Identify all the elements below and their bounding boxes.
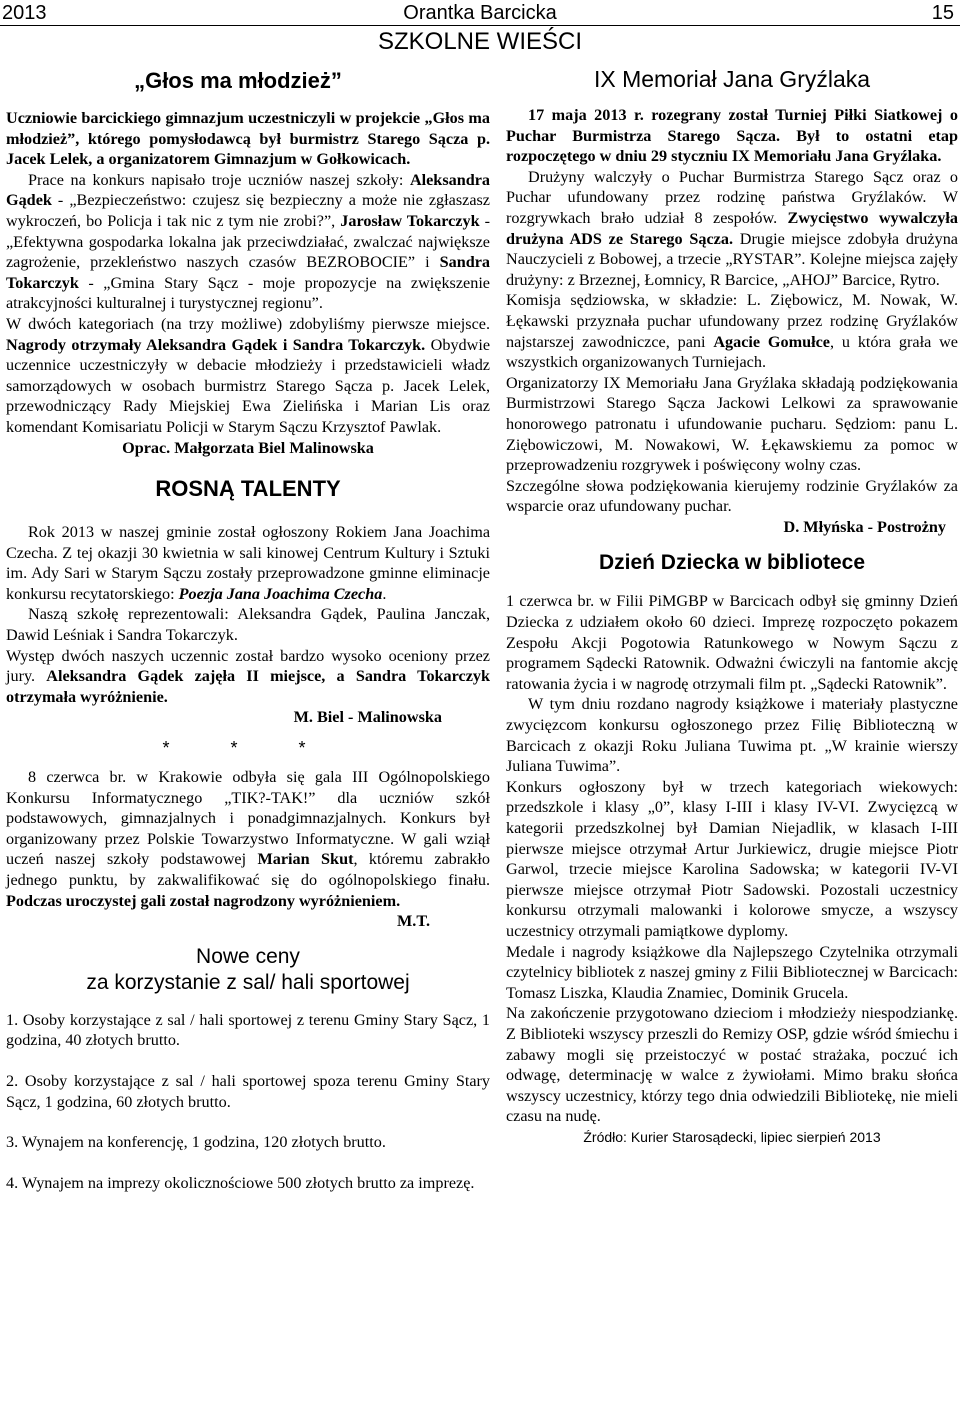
tik-signature: M.T. xyxy=(397,912,430,931)
memorial-p3: Komisja sędziowska, w składzie: L. Ziębowicz, M. Nowak, W. Łękawski przyznała puchar ufundowany przez rodzinę Gryźlaków najstarszej zawodniczce, pani Agacie Gomułce, u która grała we wszystkich organizowanych Turniejach. xyxy=(506,291,958,372)
price-item-2: 2. Osoby korzystające z sal / hali sportowej spoza terenu Gminy Stary Sącz, 1 godzina, 60 złotych brutto. xyxy=(6,1071,490,1111)
talenty-p3: Występ dwóch naszych uczennic został bardzo wysoko oceniony przez jury. Aleksandra Gądek zajęła II miejsce, a Sandra Tokarczyk otrzymała wyróżnienie. xyxy=(6,646,490,706)
header-magazine: Orantka Barcicka xyxy=(403,2,557,24)
article-title-talenty: ROSNĄ TALENTY xyxy=(155,476,341,502)
memorial-p2: Drużyny walczyły o Puchar Burmistrza Starego Sącz oraz o Puchar ufundowany przez rodzinę państwa Gryźlaków. W rozgrywkach brało udział 8 zespołów. Zwycięstwo wywalczyła drużyna ADS ze Starego Sącza. Drugie miejsce zdobyła drużyna Nauczycieli z Bobowej, a trzecie „RYSTAR”. Kolejne miejsca zajęły drużyny: z Brzeznej, Łomnicy, R Barcice, „AHOJ” Barcice, Rytro. xyxy=(506,167,958,289)
dzien-p2: W tym dniu rozdano nagrody książkowe i materiały plastyczne zwycięzcom konkursu ogłoszonego przez Filię Biblioteczną w Barcicach z okazji Roku Juliana Tuwima pt. „W krainie wierszy Juliana Tuwima”. xyxy=(506,695,958,776)
right-column xyxy=(506,60,958,1148)
dzien-p3: Konkurs ogłoszony był w trzech kategoriach wiekowych: przedszkole i klasy „0”, klasy I-III i klasy IV-VI. Zwycięzcą w kategorii przedszkolnej był Damian Niejadlik, w klasach I-III pierwsze miejsce otrzymał Artur Jurkiewicz, drugie miejsce Piotr Garwol, trzecie miejsce Karolina Sadowska; w kategorii IV-VI pierwsze miejsce otrzymał Piotr Sadowski. Pozostali uczestnicy konkursu otrzymali malowanki i kolorowe smycze, a wszyscy uczestnicy otrzymali pamiątkowe dyplomy. xyxy=(506,777,958,940)
memorial-p4: Organizatorzy IX Memoriału Jana Gryźlaka składają podziękowania Burmistrzowi Starego Sącza Jackowi Lelkowi za sprawowanie honorowego patronatu i ufundowanie pucharu. Sędziom: panu L. Ziębowiczowi, M. Nowakowi, W. Łękawskiemu za pomoc w przeprowadzeniu rozgrywek i poświęcony wolny czas. xyxy=(506,373,958,475)
article-title-ceny-1: Nowe ceny xyxy=(196,944,300,968)
source-note: Źródło: Kurier Starosądecki, lipiec sierpień 2013 xyxy=(583,1128,881,1145)
left-column xyxy=(6,60,490,1193)
glos-intro: Uczniowie barcickiego gimnazjum uczestniczyli w projekcie „Głos ma młodzież”, którego pomysłodawcą był burmistrz Starego Sącza p. Jacek Lelek, a organizatorem Gimnazjum w Gołkowicach. xyxy=(6,109,490,169)
glos-signature: Oprac. Małgorzata Biel Malinowska xyxy=(122,438,374,457)
talenty-p2: Naszą szkołę reprezentowali: Aleksandra Gądek, Paulina Janczak, Dawid Leśniak i Sandra Tokarczyk. xyxy=(6,605,490,645)
glos-entries: Prace na konkurs napisało troje uczniów naszej szkoły: Aleksandra Gądek - „Bezpieczeństwo: czujesz się bezpieczny a może nie zgłaszasz wykroczeń, bo Policja i tak nic z tym nie zrobi?”, Jarosław Tokarczyk - „Efektywna gospodarka lokalna jak przeciwdziałać, zwalczać największe zagrożenie, przekleństwo naszych czasów BEZROBOCIE” i Sandra Tokarczyk - „Gmina Stary Sącz - moje propozycje na zwiększenie atrakcyjności kulturalnej i turystycznej regionu”. xyxy=(6,170,491,313)
talenty-signature: M. Biel - Malinowska xyxy=(293,708,442,727)
dzien-p1: 1 czerwca br. w Filii PiMGBP w Barcicach odbył się gminny Dzień Dziecka z udziałem około 60 dzieci. Imprezę rozpoczęto pokazem Zespołu Akcji Pogotowia Ratunkowego w Nowym Sączu z programem Sądecki Ratownik. Odważni ćwiczyli na fantomie akcję ratowania życia i w nagrodę otrzymali film pt. „Sądecki Ratownik”. xyxy=(506,592,958,693)
section-title: SZKOLNE WIEŚCI xyxy=(377,28,583,55)
memorial-signature: D. Młyńska - Postrożny xyxy=(783,517,946,536)
memorial-p1: 17 maja 2013 r. rozegrany został Turniej Piłki Siatkowej o Puchar Burmistrza Starego Sącza. Był to ostatni etap rozpoczętego w dniu 29 styczniu IX Memoriału Jana Gryźlaka. xyxy=(506,106,958,166)
page-header xyxy=(0,0,960,27)
dzien-p4: Medale i nagrody książkowe dla Najlepszego Czytelnika otrzymali czytelnicy bibliotek z naszej gminy z Filii Bibliotecznej w Barcicach: Tomasz Liszka, Klaudia Znamiec, Dominik Grucela. xyxy=(506,942,958,1002)
header-page-number: 15 xyxy=(931,2,954,24)
memorial-p5: Szczególne słowa podziękowania kierujemy rodzinie Gryźlaków za wsparcie oraz ufundowany puchar. xyxy=(506,476,958,516)
talenty-p1: Rok 2013 w naszej gminie został ogłoszony Rokiem Jana Joachima Czecha. Z tej okazji 30 kwietnia w sali kinowej Centrum Kultury i Sztuki im. Ady Sari w Starym Sączu zostały przeprowadzone gminne eliminacje konkursu recytatorskiego: Poezja Jana Joachima Czecha. xyxy=(6,523,490,603)
separator-stars: * * * xyxy=(162,738,334,759)
price-item-1: 1. Osoby korzystające z sal / hali sportowej z terenu Gminy Stary Sącz, 1 godzina, 40 złotych brutto. xyxy=(6,1010,490,1050)
dzien-p5: Na zakończenie przygotowano dzieciom i młodzieży niespodziankę. Z Biblioteki wszyscy przeszli do Remizy OSP, gdzie wśród śmiechu i zabawy mogli się przeistoczyć w postać strażaka, poczuć ich odwagę, determinację w walce z żywiołami. Mimo braku słońca wszyscy uczestnicy, którzy tego dnia odwiedzili Bibliotekę, nie mieli czasu na nudę. xyxy=(506,1004,958,1126)
glos-results: W dwóch kategoriach (na trzy możliwe) zdobyliśmy pierwsze miejsce. Nagrody otrzymały Aleksandra Gądek i Sandra Tokarczyk. Obydwie uczennice uczestniczyły w debacie młodzieży i przedstawicieli władz samorządowych w osobach burmistrz Starego Sącza p. Jacek Lelek, przewodniczący Rady Miejskiej Ewa Zielińska i Marian Lis oraz komendant Komisariatu Policji w Starym Sączu Krzysztof Pawlak. xyxy=(6,314,490,436)
article-title-memorial: IX Memoriał Jana Gryźlaka xyxy=(593,66,871,92)
article-title-glos: „Głos ma młodzież” xyxy=(134,68,342,93)
article-title-dzien: Dzień Dziecka w bibliotece xyxy=(598,551,866,575)
tik-paragraph: 8 czerwca br. w Krakowie odbyła się gala III Ogólnopolskiego Konkursu Informatycznego „TIK?-TAK!” dla uczniów szkół podstawowych, gimnazjalnych i ponadgimnazjalnych. Konkurs był organizowany przez Polskie Towarzystwo Informatyczne. W gali wziął uczeń naszej szkoły podstawowej Marian Skut, któremu zabrakło jednego punktu, by zakwalifikować się do ogólnopolskiego finału. Podczas uroczystej gali został nagrodzony wyróżnieniem. xyxy=(6,768,490,910)
price-item-3: 3. Wynajem na konferencję, 1 godzina, 120 złotych brutto. xyxy=(6,1133,386,1152)
header-rule xyxy=(0,25,960,26)
article-title-ceny-2: za korzystanie z sal/ hali sportowej xyxy=(86,970,410,994)
header-year: 2013 xyxy=(2,2,47,24)
price-item-4: 4. Wynajem na imprezy okolicznościowe 500 złotych brutto za imprezę. xyxy=(6,1173,475,1192)
